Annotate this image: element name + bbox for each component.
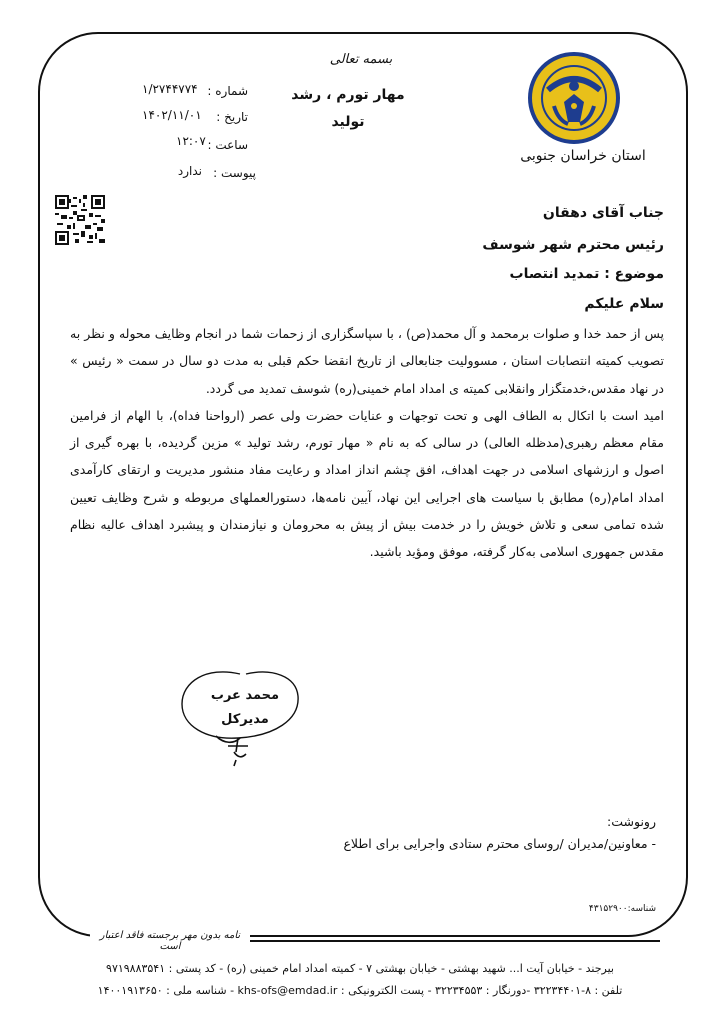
slogan-line-2: تولید <box>331 114 365 130</box>
bismillah: بسمه تعالی <box>329 52 393 67</box>
number-value: ۱/۲۷۴۴۷۷۴ <box>142 82 198 96</box>
emdad-logo-icon <box>524 50 624 148</box>
footer-address: بیرجند - خیابان آیت ا... شهید بهشتی - خیابان بهشتی ۷ - کمیته امداد امام خمینی (ره) - کد پستی : ۹۷۱۹۸۸۳۵۴۱ <box>106 962 614 975</box>
cc-line: - معاونین/مدیران /روسای محترم ستادی واجرایی برای اطلاع <box>343 836 656 851</box>
footer-contact: تلفن : ۸-۳۲۲۳۴۴۰۱ -دورنگار : ۳۲۲۳۴۵۵۳ - پست الکترونیکی : khs-ofs@emdad.ir - شناسه ملی : ۱۴۰۰۱۹۱۳۶۵۰ <box>97 984 623 997</box>
number-label: شماره : <box>207 84 248 98</box>
time-value: ۱۲:۰۷ <box>176 134 206 148</box>
date-label: تاریخ : <box>216 110 248 124</box>
greeting: سلام علیکم <box>584 296 664 312</box>
date-value: ۱۴۰۲/۱۱/۰۱ <box>142 108 202 122</box>
body-paragraph-1: پس از حمد خدا و صلوات برمحمد و آل محمد(ص) ، با سپاسگزاری از زحمات شما در انجام وظایف محوله و نظر به تصویب کمیته انتصابات استان ، مسوولیت جنابعالی از تاریخ انقضا حکم قبلی به مدت دو سال در سمت « رئیس » در نهاد مقدس،خدمتگزار وانقلابی کمیته ی امداد امام خمینی(ره) شوسف تمدید می گردد. <box>70 326 664 396</box>
recipient-title: جناب آقای دهقان <box>542 205 664 221</box>
cc-label: رونوشت: <box>607 814 656 829</box>
recipient-position: رئیس محترم شهر شوسف <box>482 237 664 253</box>
slogan-line-1: مهار تورم ، رشد <box>291 87 405 103</box>
signatory-name: محمد عرب <box>210 688 280 703</box>
signatory-title: مدیرکل <box>221 712 269 727</box>
time-label: ساعت : <box>207 138 248 152</box>
province-name: استان خراسان جنوبی <box>520 148 646 164</box>
qr-code-icon <box>55 195 105 245</box>
attachment-label: پیوست : <box>213 166 256 180</box>
letter-body <box>70 320 664 566</box>
footer-slogan: نامه بدون مهر برجسته فاقد اعتبار است <box>90 930 250 952</box>
signatory <box>205 684 285 732</box>
letter-subject: موضوع : تمدید انتصاب <box>509 266 664 282</box>
reference-number: شناسه:۴۳۱۵۲۹۰۰ <box>588 904 656 914</box>
attachment-value: ندارد <box>177 164 202 178</box>
year-slogan <box>268 82 428 136</box>
body-paragraph-2: امید است با اتکال به الطاف الهی و تحت توجهات و عنایات حضرت ولی عصر (ارواحنا فداه)، با الهام از فرامین مقام معظم رهبری(مدظله العالی) در سالی که به نام « مهار تورم، رشد تولید » مزین گردیده، با بهره گیری از اصول و ارزشهای اسلامی در جهت اهداف، افق چشم انداز امداد و رعایت مفاد منشور مدیریت و ارتقای کارآمدی امداد امام(ره) مطابق با سیاست های اجرایی این نهاد، آیین نامه‌ها، دستورالعملهای مربوطه و شرح وظایف تعیین شده تمامی سعی و تلاش خویش را در خدمت بیش از پیش به محرومان و نیازمندان و پیشبرد اهداف عالیه نظام مقدس جمهوری اسلامی به‌کار گرفته، موفق ومؤید باشید. <box>70 407 664 560</box>
